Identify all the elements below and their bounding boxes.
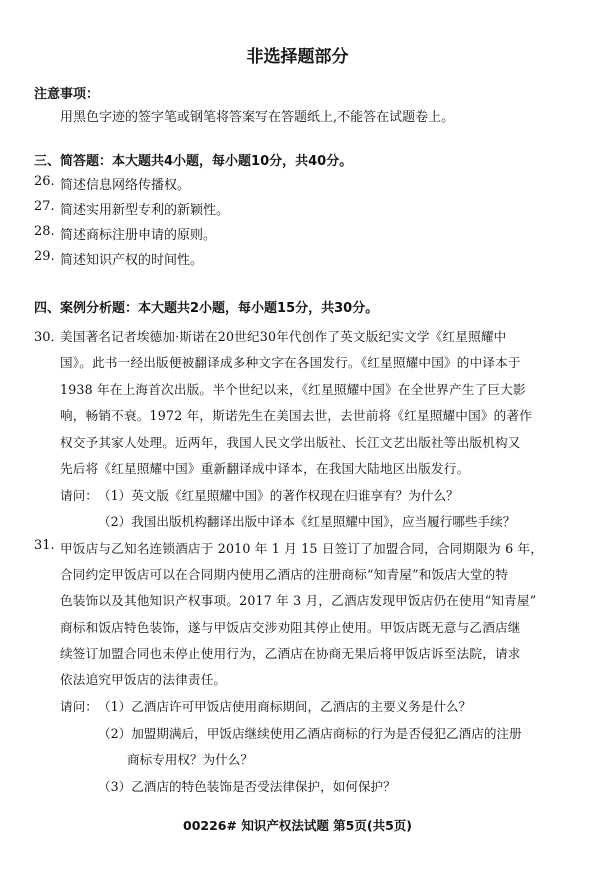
q30-sub1: （1）英文版《红星照耀中国》的著作权现在归谁享有？为什么？ bbox=[98, 488, 459, 503]
q31-sub3: （3）乙酒店的特色装饰是否受法律保护，如何保护？ bbox=[98, 779, 396, 794]
q31-sub1: （1）乙酒店许可甲饭店使用商标期间，乙酒店的主要义务是什么？ bbox=[98, 699, 472, 714]
q27-number: 27. bbox=[34, 199, 55, 214]
q31-line: 依法追究甲饭店的法律责任。 bbox=[60, 672, 227, 687]
q28-number: 28. bbox=[34, 224, 55, 239]
q31-ask-label: 请问： bbox=[60, 699, 98, 714]
q30-line: 先后将《红星照耀中国》重新翻译成中译本，在我国大陆地区出版发行。 bbox=[60, 461, 470, 476]
q26-text: 简述信息网络传播权。 bbox=[60, 178, 191, 193]
notice-text: 用黑色字迹的签字笔或钢笔将答案写在答题纸上,不能答在试题卷上。 bbox=[60, 110, 455, 125]
section3-heading: 三、简答题：本大题共4小题，每小题10分，共40分。 bbox=[34, 154, 353, 169]
q30-line: 权交予其家人处理。近两年，我国人民文学出版社、长江文艺出版社等出版机构又 bbox=[60, 435, 521, 450]
q29-number: 29. bbox=[34, 249, 55, 264]
q29-text: 简述知识产权的时间性。 bbox=[60, 253, 204, 268]
q31-line: 甲饭店与乙知名连锁酒店于 2010 年 1 月 15 日签订了加盟合同，合同期限为 6 年， bbox=[60, 541, 544, 556]
section4-heading: 四、案例分析题：本大题共2小题，每小题15分，共30分。 bbox=[34, 301, 379, 316]
q31-sub2-line1: （2）加盟期满后，甲饭店继续使用乙酒店商标的行为是否侵犯乙酒店的注册 bbox=[98, 726, 522, 741]
q30-ask-label: 请问： bbox=[60, 488, 98, 503]
q28-text: 简述商标注册申请的原则。 bbox=[60, 228, 217, 243]
q31-line: 续签订加盟合同也未停止使用行为，乙酒店在协商无果后将甲饭店诉至法院，请求 bbox=[60, 646, 521, 661]
q31-number: 31. bbox=[34, 538, 55, 553]
q31-line: 商标和饭店特色装饰，遂与甲饭店交涉劝阻其停止使用。甲饭店既无意与乙酒店继 bbox=[60, 620, 521, 635]
page-title: 非选择题部分 bbox=[246, 47, 349, 67]
q30-line: 美国著名记者埃德加·斯诺在20世纪30年代创作了英文版纪实文学《红星照耀中 bbox=[60, 329, 507, 344]
q30-line: 1938 年在上海首次出版。半个世纪以来，《红星照耀中国》在全世界产生了巨大影 bbox=[60, 382, 526, 397]
q26-number: 26. bbox=[34, 174, 55, 189]
q30-sub2: （2）我国出版机构翻译出版中译本《红星照耀中国》，应当履行哪些手续？ bbox=[98, 514, 516, 529]
q31-line: 合同约定甲饭店可以在合同期内使用乙酒店的注册商标“知青屋”和饭店大堂的特 bbox=[60, 567, 509, 582]
q30-number: 30． bbox=[34, 330, 64, 345]
page-footer: 00226# 知识产权法试题 第5页(共5页) bbox=[183, 818, 412, 833]
q30-line: 国》。此书一经出版便被翻译成多种文字在各国发行。《红星照耀中国》的中译本于 bbox=[60, 355, 521, 370]
q31-line: 色装饰以及其他知识产权事项。2017 年 3 月，乙酒店发现甲饭店仍在使用“知青屋” bbox=[60, 593, 537, 608]
notice-heading: 注意事项： bbox=[34, 87, 100, 102]
q27-text: 简述实用新型专利的新颖性。 bbox=[60, 203, 230, 218]
q31-sub2-line2: 商标专用权？为什么？ bbox=[127, 752, 253, 767]
q30-line: 响，畅销不衰。1972 年，斯诺先生在美国去世，去世前将《红星照耀中国》的著作 bbox=[60, 408, 533, 423]
